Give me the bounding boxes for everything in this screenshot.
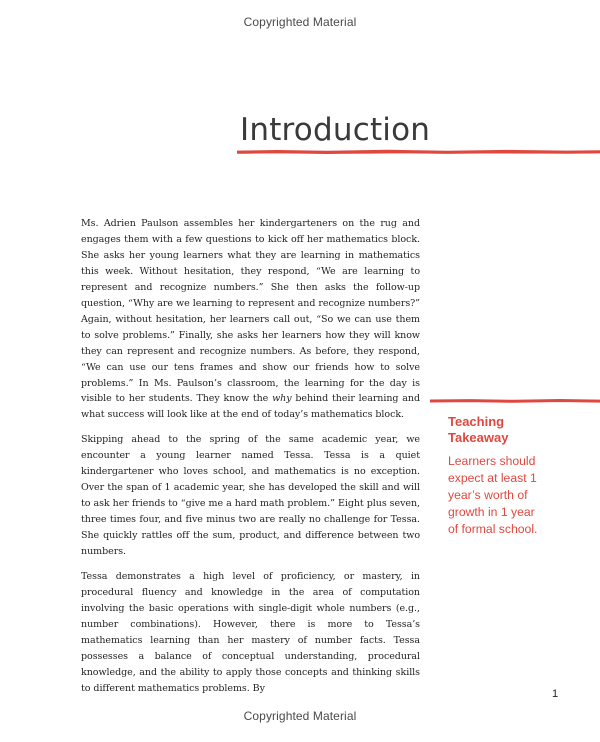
body-paragraph-2: Skipping ahead to the spring of the same academic year, we encounter a young learner named Tessa. Tessa is a quiet kindergartener who loves school, and mathematics is no exception. Over the span of 1 academic year, she has developed the skill and will to ask her friends to “give me a hard math problem.” Eight plus seven, three times four, and five minus two are really no challenge for Tessa. She quickly rattles off the sum, product, and difference between two numbers.: [81, 434, 420, 558]
body-paragraph-3: Tessa demonstrates a high level of proficiency, or mastery, in procedural fluency and knowledge in the area of computation involving the basic operations with single-digit whole numbers (e.g., number combinations). However, there is more to Tessa’s mathematics learning than her mastery of number facts. Tessa possesses a balance of conceptual understanding, procedural knowledge, and the ability to apply those concepts and thinking skills to different mathematics problems. By: [81, 571, 420, 694]
chapter-title: Introduction: [240, 112, 431, 148]
copyright-watermark-bottom: Copyrighted Material: [243, 709, 357, 723]
sidebar-heading: Teaching Takeaway: [448, 414, 509, 445]
sidebar-accent-rule: [430, 398, 600, 404]
sidebar-text: Learners should expect at least 1 year’s worth of growth in 1 year of formal school.: [448, 454, 538, 536]
teaching-takeaway-sidebar: [448, 414, 598, 538]
body-text: [81, 216, 420, 706]
body-paragraph-1: Ms. Adrien Paulson assembles her kindergarteners on the rug and engages them with a few questions to kick off her mathematics block. She asks her young learners what they are learning in mathematics this week. Without hesitation, they respond, “We are learning to represent and recognize numbers.” She then asks the follow-up question, “Why are we learning to represent and recognize numbers?” Again, without hesitation, her learners call out, “So we can use them to solve problems.” Finally, she asks her learners how they will know they can represent and recognize numbers. As before, they respond, “We can use our tens frames and show our friends how to solve problems.” In Ms. Paulson’s classroom, the learning for the day is visible to her students. They know the why behind their learning and what success will look like at the end of today’s mathematics block.: [81, 218, 420, 421]
copyright-watermark-top: Copyrighted Material: [243, 15, 357, 29]
title-underline-rule: [237, 149, 600, 155]
page-number: 1: [552, 688, 559, 700]
